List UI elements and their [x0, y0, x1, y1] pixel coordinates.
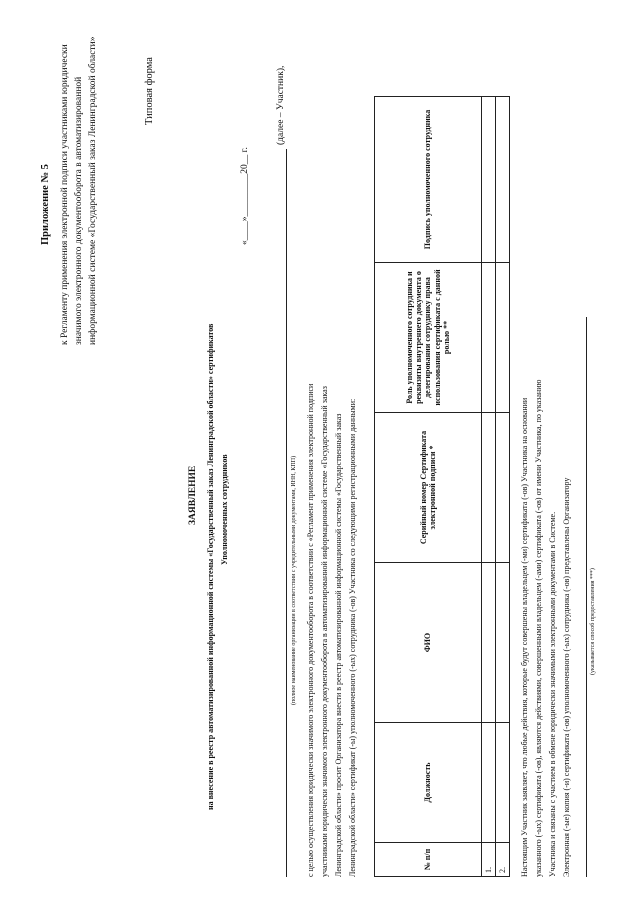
signature-cell[interactable] — [482, 97, 496, 263]
column-header-position: Должность — [375, 723, 482, 843]
document-subtitle-1: на внесение в реестр автоматизированной информационной системы «Государственный заказ Ленинградской области» сертификатов — [206, 323, 215, 810]
document-subtitle-2: Уполномоченных сотрудников — [220, 454, 229, 565]
row-number-cell: 1. — [482, 843, 496, 877]
position-cell[interactable] — [496, 723, 510, 843]
body-line-3: Ленинградской области» просит Организатора внести в реестр автоматизированной информационной системы «Государственный заказ — [334, 413, 343, 877]
table-header-row — [375, 97, 482, 877]
document-heading: ЗАЯВЛЕНИЕ — [188, 465, 198, 525]
serial-number-cell[interactable] — [482, 413, 496, 563]
participant-suffix: (далее – Участник), — [276, 65, 286, 145]
footer-line-1: Настоящим Участник заявляет, что любые действия, которые будут совершены владельцем (-ми) сертификата (-ов) Участника на основании — [520, 397, 529, 877]
footer-line-4: Электронная (-ые) копия (-и) сертификата (-ов) уполномоченного (-ых) сотрудника (-ов) представлены Организатору — [562, 477, 571, 877]
table-row — [482, 97, 496, 877]
column-header-role: Роль уполномоченного сотрудника и реквизиты внутреннего документа о делегировании сотруднику права использования сертификата с данной ролью ** — [375, 263, 482, 413]
appendix-line-3: информационной системе «Государственный заказ Ленинградской области» — [88, 36, 98, 345]
row-number-cell: 2. — [496, 843, 510, 877]
body-line-2: участниками юридически значимого электронного документооборота в автоматизированной информационной системе «Государственный заказ — [320, 386, 329, 877]
role-cell[interactable] — [482, 263, 496, 413]
appendix-line-2: значимого электронного документооборота в автоматизированной — [74, 76, 84, 345]
full-name-cell[interactable] — [482, 563, 496, 723]
role-cell[interactable] — [496, 263, 510, 413]
column-header-full-name: ФИО — [375, 563, 482, 723]
footer-line-3: Участника и связаны с участием в обмене юридически значимыми электронными документами в Системе. — [548, 511, 557, 877]
table-row — [496, 97, 510, 877]
column-header-number: № п/п — [375, 843, 482, 877]
organization-caption: (полное наименование организации в соответствии с учредительными документами, ИНН, КПП) — [291, 455, 297, 705]
signature-cell[interactable] — [496, 97, 510, 263]
appendix-line-1: к Регламенту применения электронной подписи участниками юридически — [60, 44, 70, 345]
serial-number-cell[interactable] — [496, 413, 510, 563]
delivery-method-caption: (указывается способ предоставления ***) — [590, 568, 596, 675]
certificates-table — [374, 96, 510, 877]
column-header-signature: Подпись уполномоченного сотрудника — [375, 97, 482, 263]
body-line-4: Ленинградской области» сертификат (-ы) уполномоченного (-ых) сотрудника (-ов) Участника со следующими регистрационными данными: — [348, 398, 357, 877]
delivery-method-line — [586, 317, 587, 877]
organization-name-line — [286, 149, 287, 877]
body-line-1: с целью осуществления юридически значимого электронного документооборота в соответствии с «Регламент применения электронной подписи — [306, 383, 315, 877]
footer-line-2: указанного (-ых) сертификата (-ов), являются действиями, совершенными владельцем (-ами) сертификата (-ов) от имени Участника, по указанию — [534, 379, 543, 877]
position-cell[interactable] — [482, 723, 496, 843]
date-line: «____»_________20__ г. — [240, 147, 250, 245]
form-type-label: Типовая форма — [144, 57, 155, 125]
full-name-cell[interactable] — [496, 563, 510, 723]
appendix-number: Приложение № 5 — [40, 164, 51, 245]
column-header-serial-number: Серийный номер Сертификата электронной подписи * — [375, 413, 482, 563]
